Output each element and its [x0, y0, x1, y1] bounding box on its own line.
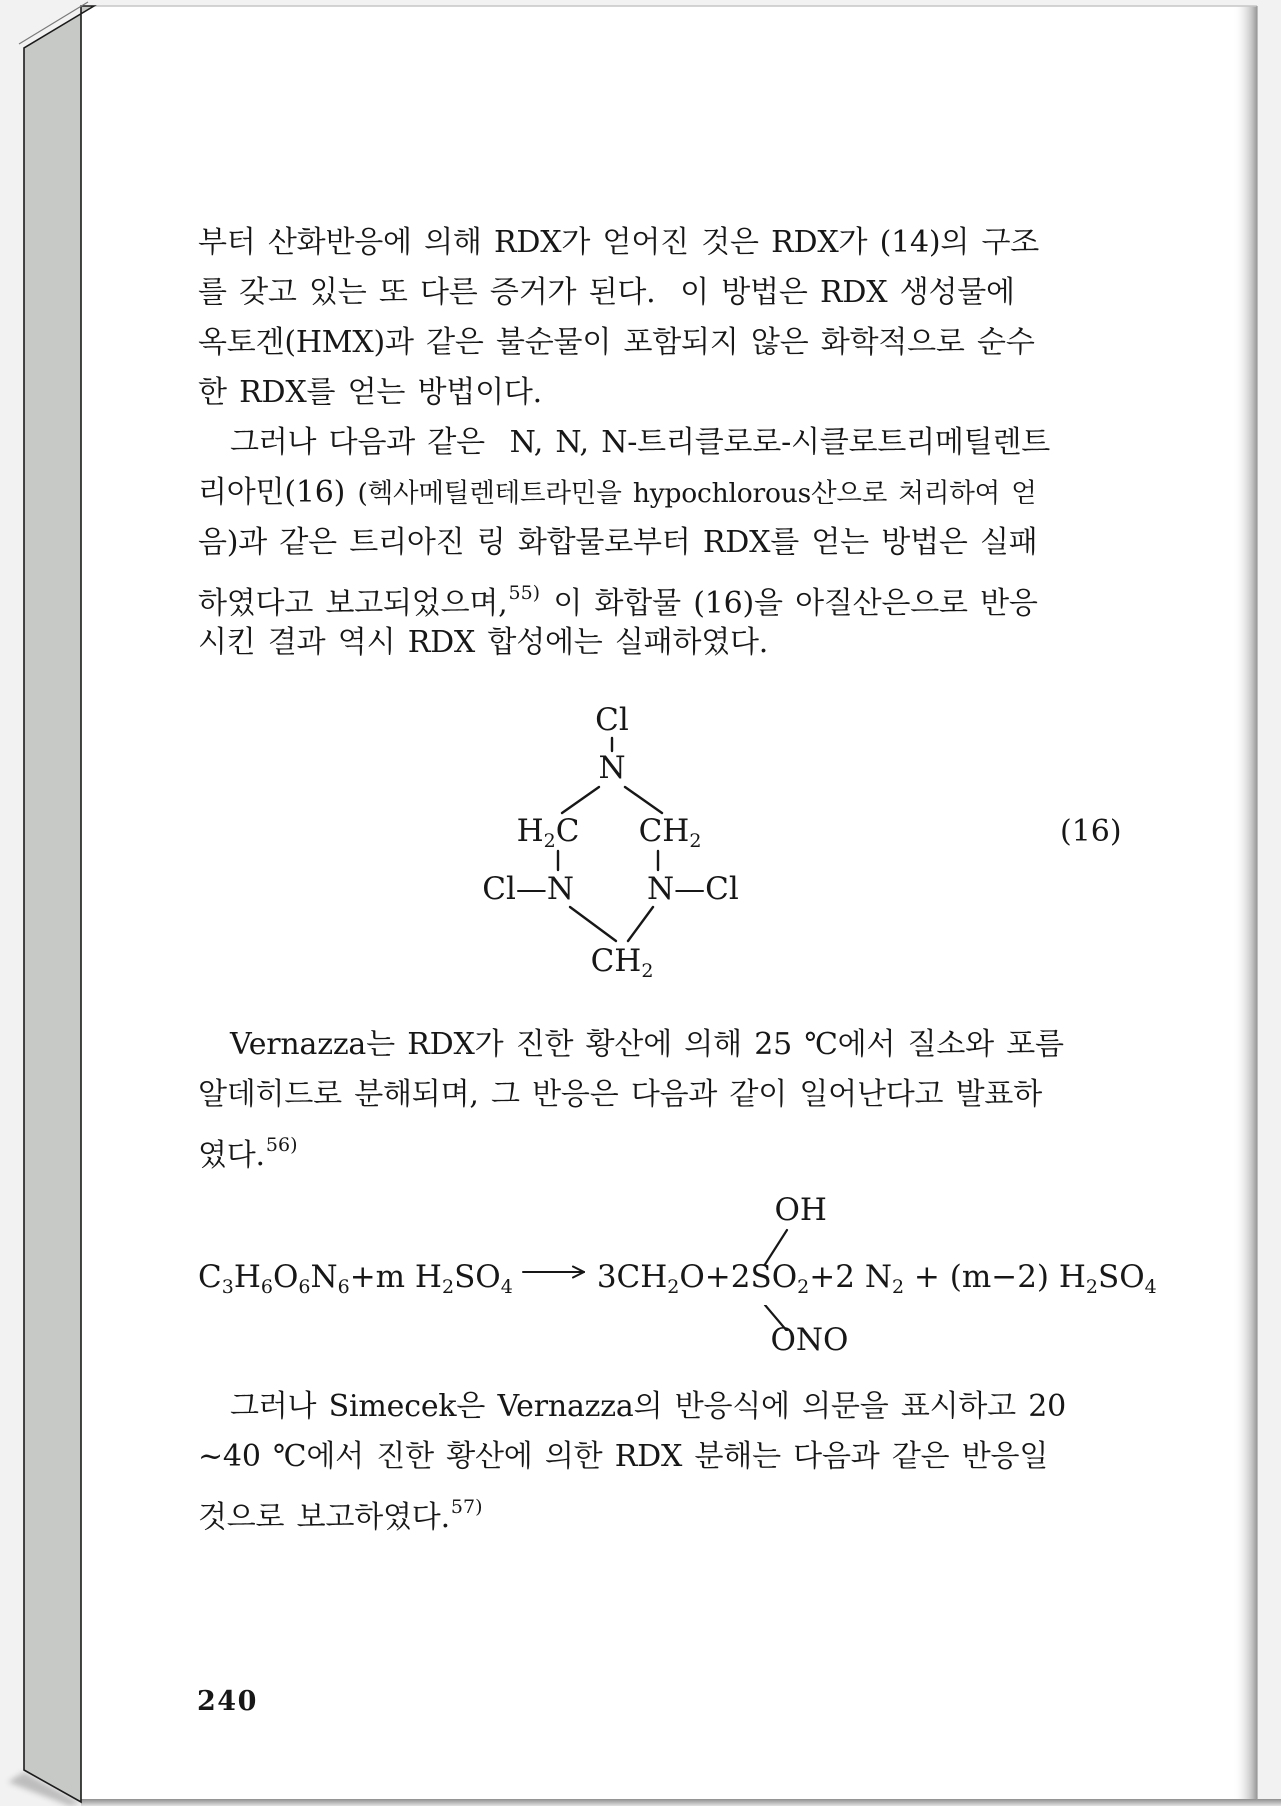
atom-n-cl-right: N—Cl — [647, 871, 739, 907]
text-line: 옥토겐(HMX)과 같은 불순물이 포함되지 않은 화학적으로 순수 — [198, 325, 1035, 360]
atom-ch2-bottom: $CH_2$ — [590, 943, 654, 982]
right-edge-shadow — [1233, 6, 1257, 1800]
so2-formula: $SO_2$ — [750, 1259, 810, 1298]
text-line: 음)과 같은 트리아진 링 화합물로부터 RDX를 얻는 방법은 실패 — [198, 525, 1038, 560]
equation-rhs-pre: $3CH_2O+2$ — [596, 1259, 751, 1298]
paragraph-continuation — [198, 218, 1040, 418]
body-text-block-simecek — [198, 1382, 1067, 1535]
text-line: 를 갖고 있는 또 다른 증거가 된다. 이 방법은 RDX 생성물에 — [198, 275, 1015, 310]
bond-down-line — [763, 1305, 791, 1331]
page-number: 240 — [197, 1686, 258, 1717]
subscript: 6 — [337, 1276, 350, 1298]
reaction-arrow-icon — [522, 1264, 588, 1280]
text-line: 그러나 다음과 같은 N, N, N-트리클로로-시클로트리메틸렌트 — [230, 425, 1051, 460]
text-line: ~40 ℃에서 진한 황산에 의한 RDX 분해는 다음과 같은 반응일 — [198, 1439, 1049, 1474]
body-text-block-top — [198, 218, 1051, 668]
text-line: 하였다고 보고되었으며,$^{55)}$ 이 화합물 (16)을 아질산은으로 반응 — [198, 582, 1038, 621]
figure-number-label: (16) — [1060, 814, 1122, 849]
text-line: 리아민(16) (헥사메틸렌테트라민을 hypochlorous산으로 처리하여 얻 — [198, 475, 1037, 510]
reaction-equation — [198, 1192, 1157, 1358]
subscript: 2 — [667, 1276, 680, 1298]
oh-substituent-label: OH — [774, 1192, 827, 1228]
footnote-marker: 57) — [450, 1496, 483, 1518]
atom-cl-top: Cl — [595, 702, 629, 738]
text-line: Vernazza는 RDX가 진한 황산에 의해 25 ℃에서 질소와 포름 — [230, 1027, 1064, 1062]
subscript: 2 — [641, 960, 654, 982]
atom-ch2-right: $CH_2$ — [638, 813, 702, 852]
subscript: 4 — [1144, 1276, 1157, 1298]
text-line: 한 RDX를 얻는 방법이다. — [198, 375, 542, 410]
text-line: 시킨 결과 역시 RDX 합성에는 실패하였다. — [198, 625, 769, 660]
footnote-marker: 55) — [508, 582, 541, 604]
equation-rhs-post: +2 $N_2 + (m-2)$ $H_2SO_4$ — [809, 1259, 1157, 1298]
paragraph-simecek — [198, 1382, 1067, 1535]
text-line: 알데히드로 분해되며, 그 반응은 다음과 같이 일어난다고 발표하 — [198, 1077, 1042, 1112]
text-line: 것으로 보고하였다.$^{57)}$ — [198, 1496, 483, 1535]
text-line: 였다.$^{56)}$ — [198, 1134, 298, 1173]
subscript: 2 — [543, 830, 556, 852]
subscript: 2 — [797, 1276, 810, 1298]
so2-group — [750, 1192, 849, 1358]
subscript: 3 — [221, 1276, 234, 1298]
atom-h2c-left: $H_2C$ — [516, 813, 580, 852]
subscript: 6 — [298, 1276, 311, 1298]
atom-n-top: N — [598, 750, 626, 786]
ono-substituent-label: ONO — [770, 1322, 849, 1358]
subscript: 2 — [441, 1276, 455, 1298]
text-segment: (헥사메틸렌테트라민을 hypochlorous산으로 처리하여 얻 — [357, 478, 1037, 509]
text-line: 부터 산화반응에 의해 RDX가 얻어진 것은 RDX가 (14)의 구조 — [198, 225, 1040, 260]
atom-cl-n-left: Cl—N — [482, 871, 574, 907]
bottom-edge-shadow — [81, 1799, 1281, 1806]
subscript: 2 — [689, 830, 702, 852]
paragraph-triazine — [198, 418, 1051, 668]
text-line: 그러나 Simecek은 Vernazza의 반응식에 의문을 표시하고 20 — [230, 1389, 1067, 1424]
subscript: 6 — [260, 1276, 273, 1298]
body-text-block-vernazza — [198, 1020, 1064, 1173]
chemical-structure-16 — [480, 700, 800, 1000]
subscript: 4 — [500, 1276, 513, 1298]
paragraph-vernazza — [198, 1020, 1064, 1173]
subscript: 2 — [1085, 1276, 1098, 1298]
footnote-marker: 56) — [265, 1134, 298, 1156]
bond-up-line — [761, 1228, 791, 1266]
subscript: 2 — [891, 1276, 905, 1298]
equation-lhs: $C_3H_6O_6N_6+m$ $H_2SO_4$ — [198, 1259, 513, 1298]
